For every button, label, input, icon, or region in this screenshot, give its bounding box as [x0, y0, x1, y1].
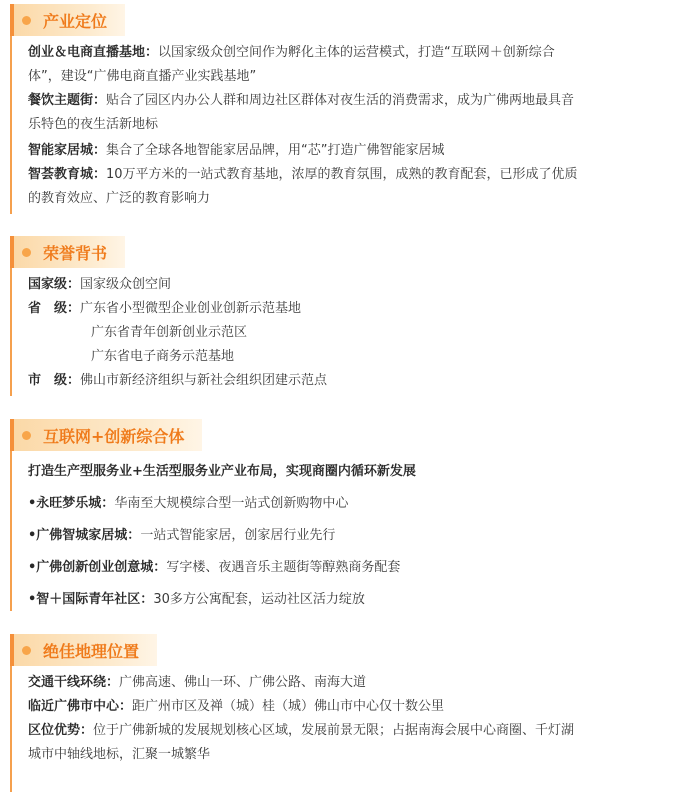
item-text: 体”，建设“广佛电商直播产业实践基地”	[28, 69, 257, 84]
header-accent-bar	[10, 419, 14, 451]
header-accent-bar	[10, 634, 14, 666]
item-text: 以国家级众创空间作为孵化主体的运营模式，打造“互联网＋创新综合	[158, 45, 555, 60]
section-complex	[10, 419, 682, 611]
location-item	[28, 720, 682, 742]
honor-value: 广东省电子商务示范基地	[91, 349, 235, 364]
complex-item	[28, 589, 682, 611]
item-label: 创业＆电商直播基地：	[28, 45, 159, 60]
positioning-item-cont	[28, 66, 682, 88]
item-label: •智＋国际青年社区：	[28, 592, 154, 607]
bullet-dot-icon	[22, 248, 31, 257]
item-label: •广佛智城家居城：	[28, 528, 141, 543]
section-header	[10, 634, 157, 666]
location-item	[28, 696, 682, 718]
bullet-dot-icon	[22, 16, 31, 25]
item-text: 写字楼、夜遇音乐主题街等醇熟商务配套	[166, 560, 401, 575]
positioning-item	[28, 90, 682, 112]
honor-value: 广东省小型微型企业创业创新示范基地	[80, 301, 302, 316]
section-title: 互联网+创新综合体	[43, 426, 185, 446]
header-accent-bar	[10, 4, 14, 36]
header-accent-bar	[10, 236, 14, 268]
item-text: 贴合了园区内办公人群和周边社区群体对夜生活的消费需求，成为广佛两地最具音	[106, 93, 575, 108]
positioning-item	[28, 42, 682, 64]
section-honors	[10, 236, 682, 396]
location-item-cont	[28, 744, 682, 766]
item-text: 乐特色的夜生活新地标	[28, 117, 159, 132]
section-positioning	[10, 4, 682, 214]
positioning-item	[28, 140, 682, 162]
item-label: 临近广佛市中心：	[28, 699, 133, 714]
item-text: 10万平方米的一站式教育基地，浓厚的教育氛围，成熟的教育配套，已形成了优质	[106, 167, 578, 182]
item-label: 区位优势：	[28, 723, 94, 738]
item-text: 30多方公寓配套，运动社区活力绽放	[153, 592, 365, 607]
section-header	[10, 236, 125, 268]
section-header	[10, 419, 202, 451]
honor-label: 国家级：	[28, 277, 81, 292]
honor-national	[28, 274, 682, 296]
item-text: 距广州市区及禅（城）桂（城）佛山市中心仅十数公里	[132, 699, 445, 714]
section-title: 产业定位	[43, 11, 108, 31]
item-label: •广佛创新创业创意城：	[28, 560, 167, 575]
section-header	[10, 4, 125, 36]
honor-province-cont	[91, 322, 682, 344]
item-label: 餐饮主题街：	[28, 93, 107, 108]
honor-value: 国家级众创空间	[80, 277, 172, 292]
location-item	[28, 672, 682, 694]
item-text: 华南至大规模综合型一站式创新购物中心	[114, 496, 349, 511]
section-title: 荣誉背书	[43, 243, 108, 263]
item-label: 智荟教育城：	[28, 167, 107, 182]
honor-city	[28, 370, 682, 392]
honor-province-cont	[91, 346, 682, 368]
positioning-item	[28, 164, 682, 186]
honor-label: 省 级：	[28, 301, 81, 316]
item-label: 智能家居城：	[28, 143, 107, 158]
item-text: 城市中轴线地标，汇聚一城繁华	[28, 747, 211, 762]
positioning-item-cont	[28, 188, 682, 210]
bullet-dot-icon	[22, 431, 31, 440]
honor-value: 广东省青年创新创业示范区	[91, 325, 248, 340]
item-text: 一站式智能家居，创家居行业先行	[140, 528, 336, 543]
complex-item	[28, 557, 682, 579]
honor-value: 佛山市新经济组织与新社会组织团建示范点	[80, 373, 328, 388]
complex-item	[28, 525, 682, 547]
honor-label: 市 级：	[28, 373, 81, 388]
item-label: •永旺梦乐城：	[28, 496, 115, 511]
item-text: 集合了全球各地智能家居品牌，用“芯”打造广佛智能家居城	[106, 143, 445, 158]
honor-province	[28, 298, 682, 320]
item-text: 位于广佛新城的发展规划核心区域，发展前景无限；占据南海会展中心商圈、千灯湖	[93, 723, 575, 738]
item-label: 交通干线环绕：	[28, 675, 120, 690]
item-text: 广佛高速、佛山一环、广佛公路、南海大道	[119, 675, 367, 690]
item-text: 的教育效应、广泛的教育影响力	[28, 191, 211, 206]
bullet-dot-icon	[22, 646, 31, 655]
section-title: 绝佳地理位置	[43, 641, 140, 661]
positioning-item-cont	[28, 114, 682, 136]
complex-item	[28, 493, 682, 515]
complex-headline: 打造生产型服务业+生活型服务业产业布局，实现商圈内循环新发展	[28, 464, 416, 479]
section-location	[10, 634, 682, 792]
